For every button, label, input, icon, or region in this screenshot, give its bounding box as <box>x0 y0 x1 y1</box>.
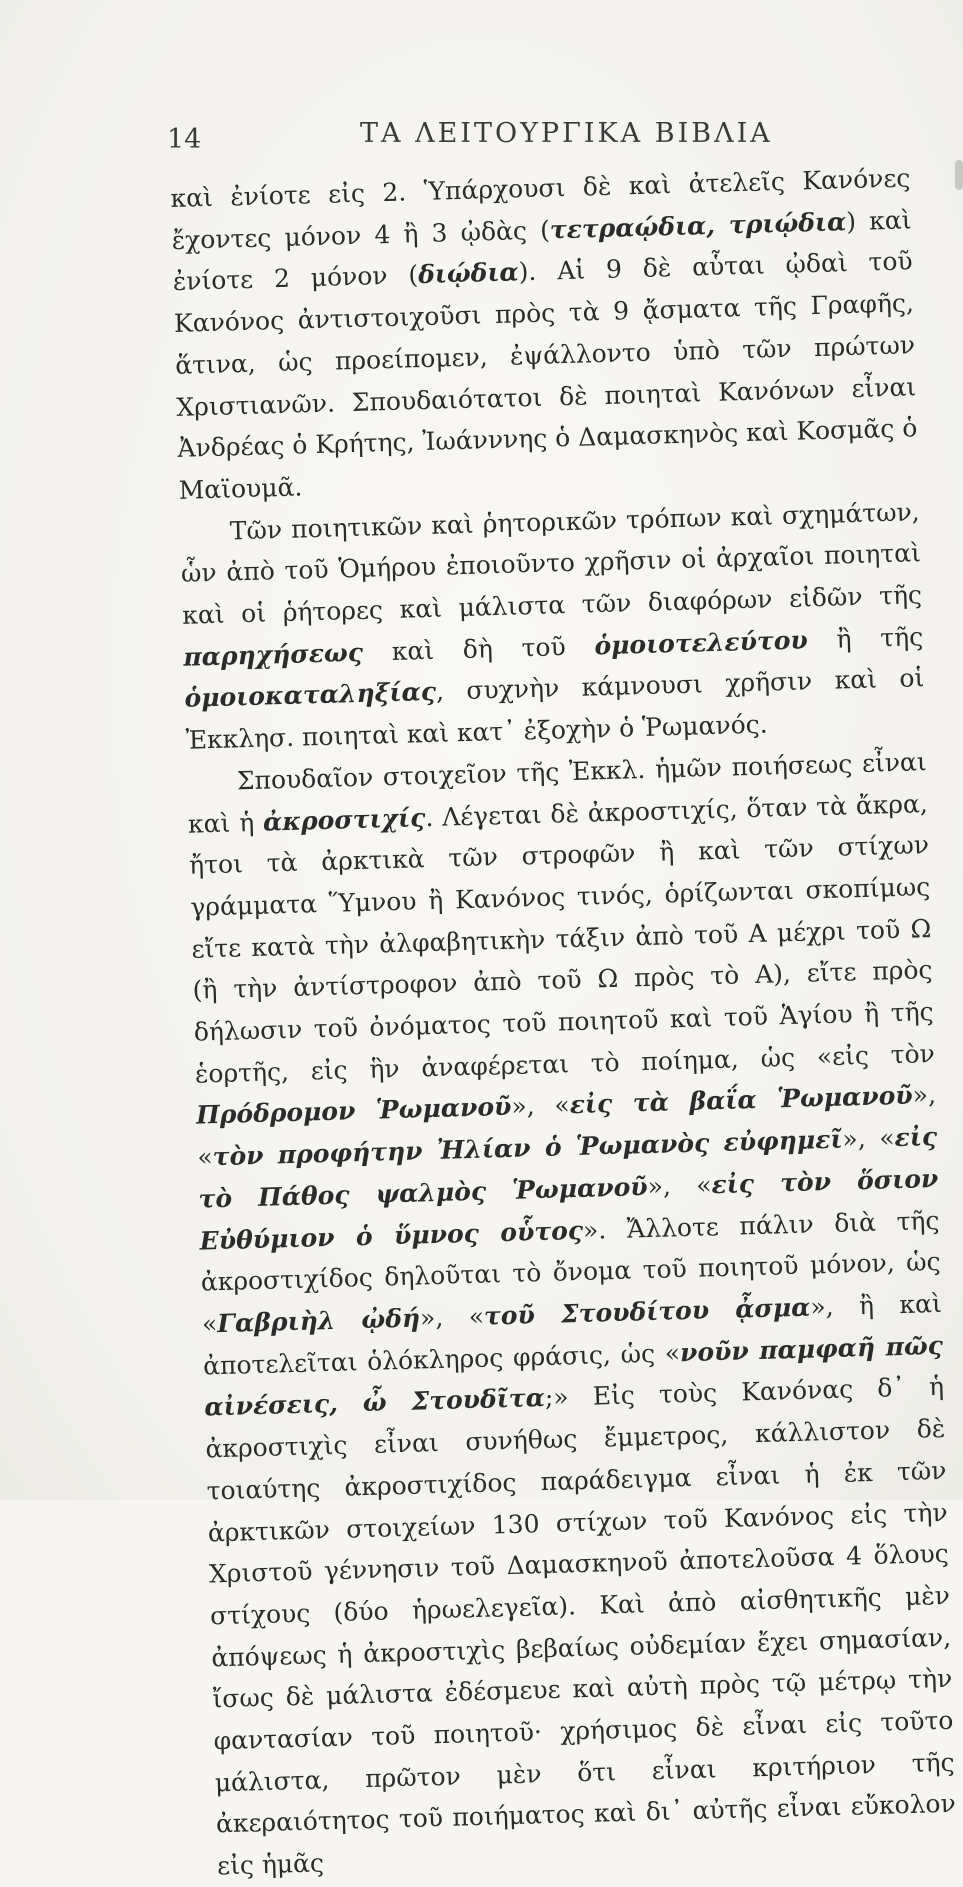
paragraph <box>186 741 957 1887</box>
running-title: ΤΑ ΛΕΙΤΟΥΡΓΙΚΑ ΒΙΒΛΙΑ <box>360 118 773 149</box>
emphasized-text: διῴδια <box>417 257 520 290</box>
emphasized-text: νοῦν παμφαῆ πῶς αἰνέσεις, ὦ Στουδῖτα <box>203 1330 944 1422</box>
text-segment: Τῶν ποιητικῶν καὶ ῥητορικῶν τρόπων καὶ σχημάτων, ὧν ἀπὸ τοῦ Ὁμήρου ἐποιοῦντο χρῆσιν οἱ ἀρχαῖοι ποιηταὶ καὶ οἱ ῥήτορες καὶ μάλιστα τῶν διαφόρων εἰδῶν τῆς <box>180 496 923 630</box>
text-segment: », « <box>510 1090 571 1122</box>
text-segment: ). Αἱ 9 δὲ αὗται ᾠδαὶ τοῦ Κανόνος ἀντιστοιχοῦσι πρὸς τὰ 9 ᾄσματα τῆς Γραφῆς, ἅτινα, ὡς προείπομεν, ἐψάλλοντο ὑπὸ τῶν πρώτων Χριστιανῶν. Σπουδαιότατοι δὲ ποιηταὶ Κανόνων εἶναι Ἀνδρέας ὁ Κρήτης, Ἰωάνννης ὁ Δαμασκηνὸς καὶ Κοσμᾶς ὁ Μαϊουμᾶ. <box>173 246 918 505</box>
page-number: 14 <box>167 124 202 155</box>
paragraph <box>170 157 919 511</box>
text-segment: ;» Εἰς τοὺς Κανόνας δ᾽ ἡ ἀκροστιχὶς εἶναι συνήθως ἔμμετρος, κάλλιστον δὲ τοιαύτης ἀκροστιχίδος παράδειγμα εἶναι ἡ ἐκ τῶν ἀρκτικῶν στοιχείων 130 στίχων τοῦ Κανόνος εἰς τὴν Χριστοῦ γέννησιν τοῦ Δαμασκηνοῦ ἀποτελοῦσα 4 ὅλους στίχους (δύο ἡρωελεγεῖα). Καὶ ἀπὸ αἰσθητικῆς μὲν ἀπόψεως ἡ ἀκροστιχὶς βεβαίως οὐδεμίαν ἔχει σημασίαν, ἴσως δὲ μάλιστα ἐδέσμευε καὶ αὐτὴ πρὸς τῷ μέτρῳ τὴν φαντασίαν τοῦ ποιητοῦ· χρήσιμος δὲ εἶναι εἰς τοῦτο μάλιστα, πρῶτον μὲν ὅτι εἶναι κριτήριον τῆς ἀκεραιότητος τοῦ ποιήματος καὶ δι᾽ αὐτῆς εἶναι εὔκολον εἰς ἡμᾶς <box>205 1372 957 1881</box>
paragraph <box>179 491 926 762</box>
emphasized-text: ὁμοιοτελεύτου <box>594 625 809 661</box>
text-segment: », « <box>647 1170 712 1201</box>
emphasized-text: παρηχήσεως <box>182 637 364 672</box>
text-segment: ἢ τῆς <box>807 621 924 655</box>
emphasized-text: τοῦ Στουδίτου ᾆσμα <box>483 1292 811 1331</box>
page-edge-mark <box>955 160 963 190</box>
emphasized-text: εἰς τὸ Πάθος ψαλμὸς Ῥωμανοῦ <box>198 1122 938 1214</box>
text-segment: ». Ἄλλοτε πάλιν διὰ τῆς ἀκροστιχίδος δηλοῦται τὸ ὄνομα τοῦ ποιητοῦ μόνον, ὡς « <box>200 1205 941 1339</box>
emphasized-text: Γαβριὴλ ᾠδή <box>216 1303 421 1339</box>
text-segment: ) καὶ ἐνίοτε 2 μόνον ( <box>172 205 912 297</box>
text-segment: καὶ ἐνίοτε εἰς 2. Ὑπάρχουσι δὲ καὶ ἀτελεῖς Κανόνες ἔχοντες μόνον 4 ἢ 3 ᾠδὰς ( <box>170 163 911 255</box>
emphasized-text: τετραῴδια, τριῴδια <box>549 206 847 245</box>
emphasized-text: ὁμοιοκαταληξίας <box>184 677 437 714</box>
text-segment: Σπουδαῖον στοιχεῖον τῆς Ἐκκλ. ἡμῶν ποιήσεως εἶναι καὶ ἡ <box>187 746 927 839</box>
emphasized-text: ἀκροστιχίς <box>262 802 426 837</box>
text-segment: », « <box>196 1080 937 1172</box>
body-text <box>170 157 957 1887</box>
emphasized-text: εἰς τὰ βαΐα Ῥωμανοῦ <box>569 1081 914 1120</box>
text-segment: », ἢ καὶ ἀποτελεῖται ὁλόκληρος φράσις, ὡς « <box>202 1288 943 1381</box>
text-segment: . Λέγεται δὲ ἀκροστιχίς, ὅταν τὰ ἄκρα, ἤτοι τὰ ἀρκτικὰ τῶν στροφῶν ἢ καὶ τῶν στίχων γράμματα Ὕμνου ἢ Κανόνος τινός, ὁρίζωνται σκοπίμως εἴτε κατὰ τὴν ἀλφαβητικὴν τάξιν ἀπὸ τοῦ Α μέχρι τοῦ Ω (ἢ τὴν ἀντίστροφον ἀπὸ τοῦ Ω πρὸς τὸ Α), εἴτε πρὸς δήλωσιν τοῦ ὀνόματος τοῦ ποιητοῦ καὶ τοῦ Ἁγίου ἢ τῆς ἑορτῆς, εἰς ἣν ἀναφέρεται τὸ ποίημα, ὡς «εἰς τὸν <box>188 788 936 1089</box>
emphasized-text: τὸν προφήτην Ἠλίαν ὁ Ῥωμανὸς εὐφημεῖ <box>212 1124 843 1172</box>
text-segment: », « <box>842 1123 895 1154</box>
text-segment: καὶ δὴ τοῦ <box>362 631 595 667</box>
text-segment: , συχνὴν κάμνουσι χρῆσιν καὶ οἱ Ἐκκλησ. ποιηταὶ καὶ κατ᾽ ἐξοχὴν ὁ Ῥωμανός. <box>185 663 925 755</box>
page-header <box>165 118 883 158</box>
text-segment: », « <box>419 1301 485 1333</box>
emphasized-text: εἰς τὸν ὅσιον Εὐθύμιον ὁ ὕμνος οὗτος <box>199 1163 939 1256</box>
emphasized-text: Πρόδρομον Ῥωμανοῦ <box>195 1092 512 1131</box>
